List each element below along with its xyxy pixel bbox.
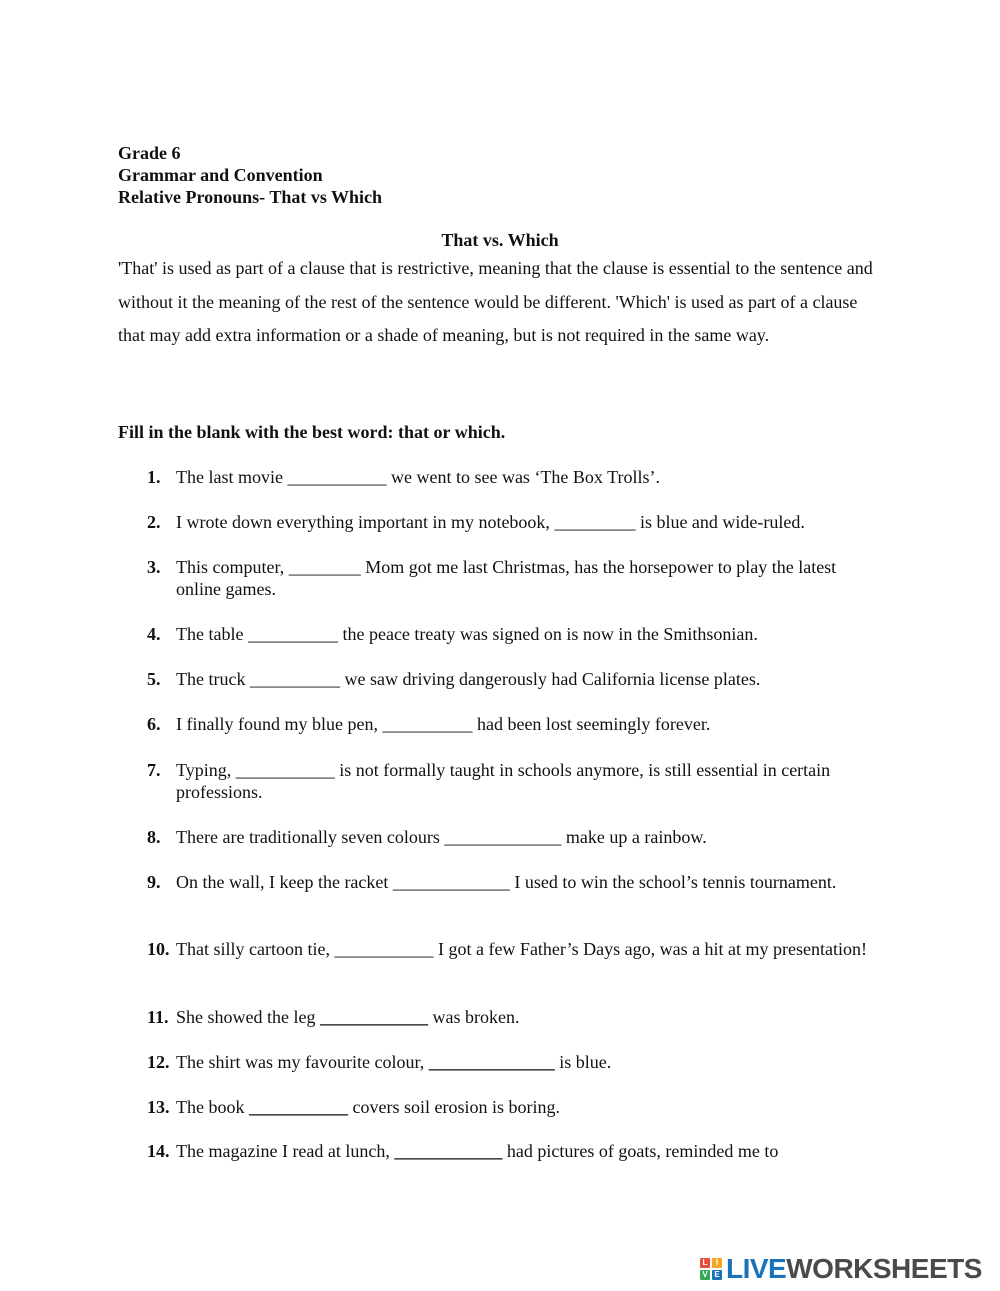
question-item	[147, 1051, 877, 1073]
question-text-before: The table	[176, 624, 248, 644]
question-text-before: The shirt was my favourite colour,	[176, 1052, 429, 1072]
question-item	[147, 511, 877, 533]
question-number: 13.	[147, 1097, 170, 1117]
question-text-after: we saw driving dangerously had California license plates.	[339, 669, 761, 689]
question-number: 10.	[147, 939, 170, 959]
question-number: 6.	[147, 714, 161, 734]
subject-label: Grammar and Convention	[118, 165, 323, 185]
logo-square: L	[700, 1258, 710, 1268]
topic-label: Relative Pronouns- That vs Which	[118, 187, 383, 207]
question-text	[176, 1006, 876, 1028]
question-item	[147, 1006, 877, 1028]
question-text-before: Typing,	[176, 760, 236, 780]
logo-square: E	[712, 1270, 722, 1280]
answer-blank[interactable]: __________	[247, 624, 338, 644]
question-text	[176, 623, 876, 645]
liveworksheets-logo	[700, 1254, 982, 1284]
question-item	[147, 1096, 877, 1118]
question-text-after: was broken.	[427, 1007, 520, 1027]
question-item	[147, 938, 877, 960]
question-text	[176, 1051, 876, 1073]
instructions: Fill in the blank with the best word: that or which.	[118, 422, 506, 442]
logo-text: LIVEWORKSHEETS	[726, 1253, 982, 1284]
question-text	[176, 556, 876, 600]
intro-paragraph: 'That' is used as part of a clause that is restrictive, meaning that the clause is essential to the sentence and without it the meaning of the rest of the sentence would be different. 'Which' is used as part of a clause that may add extra information or a shade of meaning, but is not required in the same way.	[118, 258, 873, 345]
question-number: 5.	[147, 669, 161, 689]
question-item	[147, 871, 877, 893]
answer-blank[interactable]: ______________	[428, 1052, 555, 1072]
answer-blank[interactable]: _____________	[392, 872, 510, 892]
question-text-before: I wrote down everything important in my notebook,	[176, 512, 555, 532]
question-text-after: is blue.	[554, 1052, 612, 1072]
question-text-after: is not formally taught in schools anymore, is still essential in certain professions.	[176, 760, 831, 802]
logo-square: I	[712, 1258, 722, 1268]
grade-label: Grade 6	[118, 143, 181, 163]
question-text	[176, 826, 876, 848]
section-title: That vs. Which	[441, 230, 559, 250]
question-text-before: There are traditionally seven colours	[176, 827, 445, 847]
answer-blank[interactable]: ____________	[394, 1141, 503, 1161]
question-text-after: is blue and wide-ruled.	[635, 512, 805, 532]
question-item	[147, 623, 877, 645]
question-text	[176, 759, 876, 803]
question-item	[147, 713, 877, 735]
question-text	[176, 668, 876, 690]
question-text-before: She showed the leg	[176, 1007, 320, 1027]
question-number: 12.	[147, 1052, 170, 1072]
question-text-after: make up a rainbow.	[561, 827, 707, 847]
question-item	[147, 556, 877, 600]
question-number: 4.	[147, 624, 161, 644]
answer-blank[interactable]: ___________	[334, 939, 434, 959]
question-text	[176, 466, 876, 488]
question-text-after: had been lost seemingly forever.	[472, 714, 711, 734]
answer-blank[interactable]: __________	[249, 669, 340, 689]
logo-squares-icon	[700, 1258, 722, 1280]
answer-blank[interactable]: ___________	[235, 760, 335, 780]
answer-blank[interactable]: ___________	[248, 1097, 348, 1117]
question-text	[176, 871, 876, 893]
answer-blank[interactable]: ____________	[319, 1007, 428, 1027]
answer-blank[interactable]: ________	[288, 557, 361, 577]
question-text-before: This computer,	[176, 557, 289, 577]
question-text-after: we went to see was ‘The Box Trolls’.	[386, 467, 660, 487]
question-number: 11.	[147, 1007, 169, 1027]
answer-blank[interactable]: __________	[382, 714, 473, 734]
question-item	[147, 826, 877, 848]
question-item	[147, 1140, 877, 1162]
question-text-before: The magazine I read at lunch,	[176, 1141, 395, 1161]
question-text-after: covers soil erosion is boring.	[347, 1097, 560, 1117]
question-text-before: The last movie	[176, 467, 288, 487]
question-text-before: The truck	[176, 669, 250, 689]
question-number: 14.	[147, 1141, 170, 1161]
question-number: 3.	[147, 557, 161, 577]
question-text-after: I used to win the school’s tennis tournament.	[509, 872, 837, 892]
question-text-after: Mom got me last Christmas, has the horsepower to play the latest online games.	[176, 557, 837, 599]
question-text-after: I got a few Father’s Days ago, was a hit at my presentation!	[433, 939, 868, 959]
question-text-before: That silly cartoon tie,	[176, 939, 335, 959]
answer-blank[interactable]: _____________	[444, 827, 562, 847]
question-text-before: On the wall, I keep the racket	[176, 872, 393, 892]
question-number: 1.	[147, 467, 161, 487]
question-number: 8.	[147, 827, 161, 847]
question-text	[176, 1140, 876, 1162]
question-text-after: had pictures of goats, reminded me to	[502, 1141, 779, 1161]
question-item	[147, 759, 877, 803]
question-item	[147, 668, 877, 690]
question-text	[176, 511, 876, 533]
question-text	[176, 1096, 876, 1118]
question-text-before: I finally found my blue pen,	[176, 714, 383, 734]
answer-blank[interactable]: _________	[554, 512, 636, 532]
worksheet-header	[118, 142, 382, 208]
question-text	[176, 938, 876, 960]
question-item	[147, 466, 877, 488]
answer-blank[interactable]: ___________	[287, 467, 387, 487]
question-text-before: The book	[176, 1097, 249, 1117]
question-text-after: the peace treaty was signed on is now in the Smithsonian.	[337, 624, 758, 644]
logo-square: V	[700, 1270, 710, 1280]
question-number: 2.	[147, 512, 161, 532]
question-number: 7.	[147, 760, 161, 780]
question-text	[176, 713, 876, 735]
question-number: 9.	[147, 872, 161, 892]
